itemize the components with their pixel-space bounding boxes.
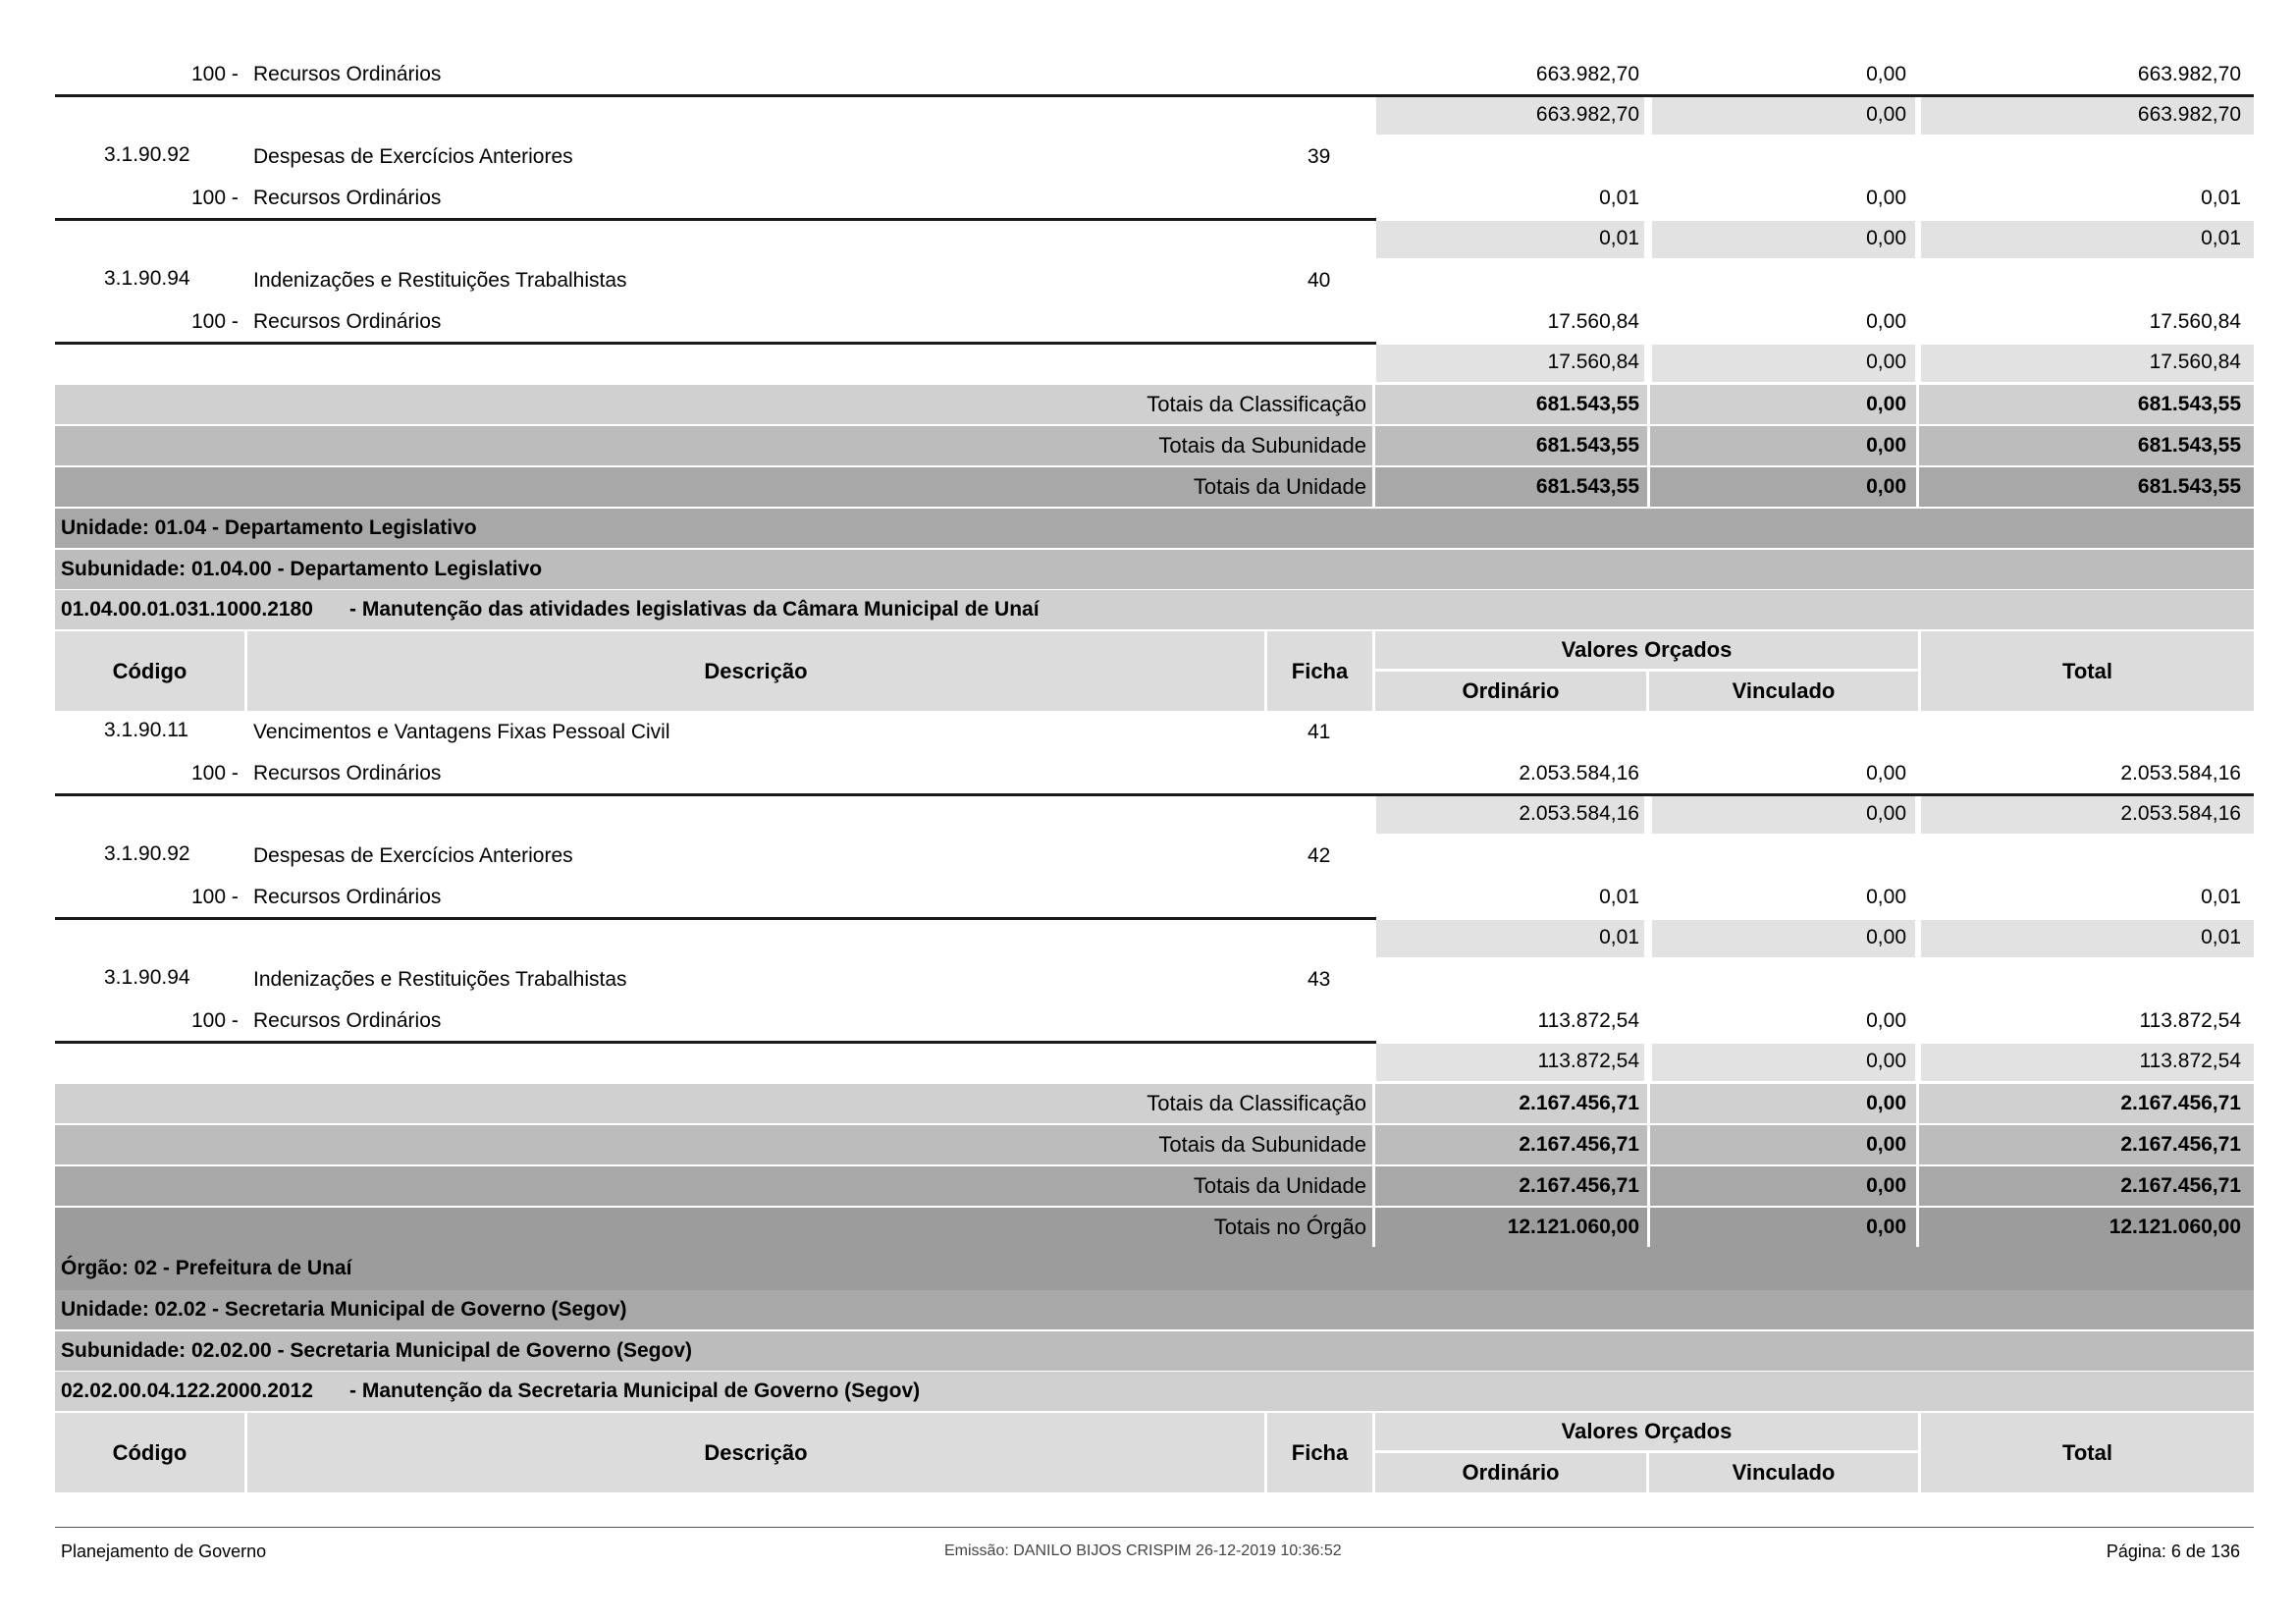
- totals-label: Totais da Unidade: [1193, 1173, 1366, 1198]
- totals-ordinario: 2.167.456,71: [1519, 1133, 1639, 1156]
- totals-label: Totais no Órgão: [1213, 1215, 1366, 1239]
- subtotal-vinculado: 0,00: [1866, 1050, 1906, 1072]
- value-ordinario: 0,01: [1599, 886, 1639, 908]
- subtotal-total: 17.560,84: [2149, 351, 2241, 373]
- totals-label: Totais da Unidade: [1193, 474, 1366, 499]
- value-ordinario: 17.560,84: [1547, 310, 1639, 333]
- item-description: Vencimentos e Vantagens Fixas Pessoal Civil: [253, 721, 670, 743]
- item-code: 3.1.90.92: [104, 842, 190, 865]
- subtotal-ordinario: 663.982,70: [1535, 103, 1639, 126]
- subtotal-vinculado: 0,00: [1866, 926, 1906, 948]
- totals-vinculado: 0,00: [1866, 1092, 1906, 1114]
- subtotal-total: 0,01: [2201, 926, 2241, 948]
- subunidade-band: [55, 1331, 2254, 1371]
- item-ficha: 42: [1308, 844, 1331, 867]
- fonte-description: Recursos Ordinários: [253, 1009, 442, 1032]
- col-header-descricao: Descrição: [247, 1413, 1264, 1492]
- col-header-total: Total: [1921, 1413, 2254, 1492]
- value-total: 2.053.584,16: [2120, 762, 2241, 784]
- totals-vinculado: 0,00: [1866, 1133, 1906, 1156]
- subtotal-vinculado: 0,00: [1866, 351, 1906, 373]
- value-total: 17.560,84: [2149, 310, 2241, 333]
- unidade-label: Unidade: 02.02 - Secretaria Municipal de Governo (Segov): [61, 1298, 627, 1321]
- acao-description: - Manutenção da Secretaria Municipal de Governo (Segov): [349, 1380, 921, 1402]
- acao-band: [55, 1372, 2254, 1411]
- item-ficha: 41: [1308, 721, 1331, 743]
- value-vinculado: 0,00: [1866, 886, 1906, 908]
- acao-code: 02.02.00.04.122.2000.2012: [61, 1380, 313, 1402]
- fonte-description: Recursos Ordinários: [253, 886, 442, 908]
- value-vinculado: 0,00: [1866, 187, 1906, 209]
- orgao-label: Órgão: 02 - Prefeitura de Unaí: [61, 1257, 352, 1279]
- totals-total: 681.543,55: [2137, 434, 2241, 457]
- value-ordinario: 663.982,70: [1535, 63, 1639, 85]
- item-code: 3.1.90.94: [104, 966, 190, 989]
- totals-vinculado: 0,00: [1866, 475, 1906, 498]
- totals-label: Totais da Subunidade: [1158, 433, 1366, 458]
- totals-vinculado: 0,00: [1866, 1216, 1906, 1238]
- value-vinculado: 0,00: [1866, 1009, 1906, 1032]
- subtotal-ordinario: 113.872,54: [1537, 1050, 1639, 1072]
- subunidade-band: [55, 550, 2254, 589]
- item-description: Despesas de Exercícios Anteriores: [253, 844, 573, 867]
- totals-ordinario: 2.167.456,71: [1519, 1092, 1639, 1114]
- subtotal-ordinario: 17.560,84: [1547, 351, 1639, 373]
- item-code: 3.1.90.11: [104, 719, 189, 741]
- totals-ordinario: 2.167.456,71: [1519, 1174, 1639, 1197]
- col-header-ordinario: Ordinário: [1375, 1453, 1646, 1492]
- col-header-codigo: Código: [55, 1413, 244, 1492]
- footer-rule: [55, 1527, 2254, 1528]
- subtotal-total: 2.053.584,16: [2120, 802, 2241, 825]
- item-description: Indenizações e Restituições Trabalhistas: [253, 269, 627, 292]
- fonte-description: Recursos Ordinários: [253, 187, 442, 209]
- totals-total: 2.167.456,71: [2120, 1092, 2241, 1114]
- footer-emission: Emissão: DANILO BIJOS CRISPIM 26-12-2019 10:36:52: [944, 1542, 1342, 1559]
- fonte-code: 100 -: [191, 63, 239, 85]
- fonte-code: 100 -: [191, 310, 239, 333]
- value-vinculado: 0,00: [1866, 63, 1906, 85]
- subunidade-label: Subunidade: 02.02.00 - Secretaria Municipal de Governo (Segov): [61, 1339, 693, 1362]
- totals-total: 681.543,55: [2137, 475, 2241, 498]
- totals-total: 2.167.456,71: [2120, 1174, 2241, 1197]
- col-header-codigo: Código: [55, 631, 244, 711]
- totals-ordinario: 681.543,55: [1535, 434, 1639, 457]
- fonte-description: Recursos Ordinários: [253, 762, 442, 784]
- totals-ordinario: 681.543,55: [1535, 393, 1639, 415]
- value-ordinario: 0,01: [1599, 187, 1639, 209]
- subtotal-vinculado: 0,00: [1866, 103, 1906, 126]
- col-header-vinculado: Vinculado: [1649, 1453, 1918, 1492]
- separator-rule: [55, 218, 1376, 221]
- subtotal-ordinario: 0,01: [1599, 926, 1639, 948]
- unidade-band: [55, 1290, 2254, 1329]
- unidade-band: [55, 509, 2254, 548]
- acao-band: [55, 590, 2254, 629]
- value-total: 113.872,54: [2139, 1009, 2241, 1032]
- value-total: 0,01: [2201, 187, 2241, 209]
- item-ficha: 40: [1308, 269, 1331, 292]
- value-total: 0,01: [2201, 886, 2241, 908]
- totals-label: Totais da Classificação: [1147, 1091, 1366, 1115]
- subtotal-vinculado: 0,00: [1866, 227, 1906, 249]
- subtotal-total: 113.872,54: [2139, 1050, 2241, 1072]
- col-header-ordinario: Ordinário: [1375, 672, 1646, 711]
- value-vinculado: 0,00: [1866, 762, 1906, 784]
- totals-vinculado: 0,00: [1866, 434, 1906, 457]
- subtotal-total: 0,01: [2201, 227, 2241, 249]
- totals-label: Totais da Classificação: [1147, 392, 1366, 416]
- totals-total: 681.543,55: [2137, 393, 2241, 415]
- fonte-description: Recursos Ordinários: [253, 310, 442, 333]
- footer-left: Planejamento de Governo: [61, 1542, 267, 1561]
- col-header-ficha: Ficha: [1267, 631, 1372, 711]
- item-description: Indenizações e Restituições Trabalhistas: [253, 968, 627, 991]
- totals-vinculado: 0,00: [1866, 393, 1906, 415]
- orgao-band: [55, 1249, 2254, 1290]
- col-header-valores-orcados: Valores Orçados: [1375, 631, 1918, 669]
- unidade-label: Unidade: 01.04 - Departamento Legislativo: [61, 516, 477, 539]
- subtotal-ordinario: 2.053.584,16: [1519, 802, 1639, 825]
- totals-label: Totais da Subunidade: [1158, 1132, 1366, 1157]
- footer-page-number: Página: 6 de 136: [2106, 1542, 2240, 1561]
- subunidade-label: Subunidade: 01.04.00 - Departamento Legislativo: [61, 558, 543, 580]
- value-total: 663.982,70: [2137, 63, 2241, 85]
- value-ordinario: 113.872,54: [1537, 1009, 1639, 1032]
- fonte-description: Recursos Ordinários: [253, 63, 442, 85]
- col-header-total: Total: [1921, 631, 2254, 711]
- subtotal-vinculado: 0,00: [1866, 802, 1906, 825]
- acao-code: 01.04.00.01.031.1000.2180: [61, 598, 313, 621]
- fonte-code: 100 -: [191, 762, 239, 784]
- fonte-code: 100 -: [191, 886, 239, 908]
- totals-total: 12.121.060,00: [2109, 1216, 2241, 1238]
- value-ordinario: 2.053.584,16: [1519, 762, 1639, 784]
- col-header-descricao: Descrição: [247, 631, 1264, 711]
- separator-rule: [55, 1041, 1376, 1044]
- item-ficha: 39: [1308, 145, 1331, 168]
- item-description: Despesas de Exercícios Anteriores: [253, 145, 573, 168]
- totals-ordinario: 681.543,55: [1535, 475, 1639, 498]
- fonte-code: 100 -: [191, 1009, 239, 1032]
- item-code: 3.1.90.92: [104, 143, 190, 166]
- totals-ordinario: 12.121.060,00: [1507, 1216, 1639, 1238]
- separator-rule: [55, 917, 1376, 920]
- separator-rule: [55, 342, 1376, 345]
- totals-total: 2.167.456,71: [2120, 1133, 2241, 1156]
- item-ficha: 43: [1308, 968, 1331, 991]
- acao-description: - Manutenção das atividades legislativas da Câmara Municipal de Unaí: [349, 598, 1040, 621]
- item-code: 3.1.90.94: [104, 267, 190, 290]
- subtotal-total: 663.982,70: [2137, 103, 2241, 126]
- col-header-valores-orcados: Valores Orçados: [1375, 1413, 1918, 1450]
- totals-vinculado: 0,00: [1866, 1174, 1906, 1197]
- value-vinculado: 0,00: [1866, 310, 1906, 333]
- col-header-ficha: Ficha: [1267, 1413, 1372, 1492]
- fonte-code: 100 -: [191, 187, 239, 209]
- subtotal-ordinario: 0,01: [1599, 227, 1639, 249]
- col-header-vinculado: Vinculado: [1649, 672, 1918, 711]
